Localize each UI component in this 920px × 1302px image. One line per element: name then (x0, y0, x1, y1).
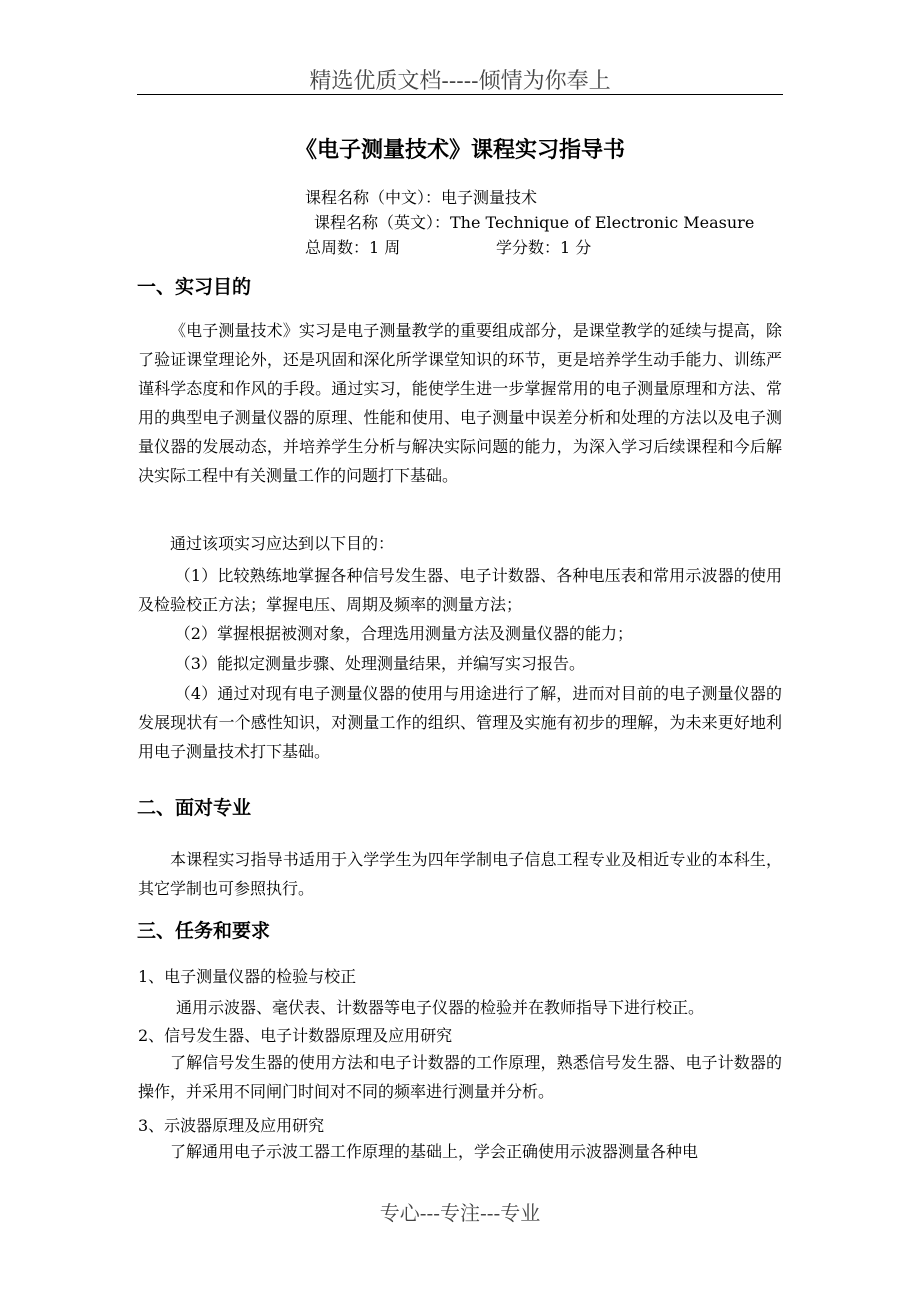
section-1-paragraph-2: 通过该项实习应达到以下目的： (170, 534, 395, 553)
credits: 学分数：1 分 (496, 238, 592, 257)
course-name-en: 课程名称（英文）：The Technique of Electronic Measure (314, 213, 755, 232)
task-1-title: 1、电子测量仪器的检验与校正 (138, 967, 357, 986)
document-title: 《电子测量技术》课程实习指导书 (294, 137, 625, 163)
task-3-title: 3、示波器原理及应用研究 (138, 1116, 325, 1135)
task-3-body: 了解通用电子示波工器工作原理的基础上，学会正确使用示波器测量各种电 (170, 1142, 699, 1161)
section-1-item-4: （4）通过对现有电子测量仪器的使用与用途进行了解，进而对目前的电子测量仪器的发展现状有一个感性知识，对测量工作的组织、管理及实施有初步的理解，为未来更好地利用电子测量技术打下基础。 (138, 684, 782, 761)
section-1-item-3: （3）能拟定测量步骤、处理测量结果，并编写实习报告。 (174, 654, 585, 673)
section-3-heading: 三、任务和要求 (137, 920, 271, 942)
header-divider (137, 94, 783, 95)
total-weeks: 总周数：1 周 (305, 238, 401, 257)
section-1-item-2: （2）掌握根据被测对象，合理选用测量方法及测量仪器的能力； (174, 624, 633, 643)
section-2-heading: 二、面对专业 (137, 797, 252, 819)
course-name-cn: 课程名称（中文）：电子测量技术 (305, 188, 538, 207)
task-2-title: 2、信号发生器、电子计数器原理及应用研究 (138, 1026, 453, 1045)
section-1-paragraph-1: 《电子测量技术》实习是电子测量教学的重要组成部分，是课堂教学的延续与提高，除了验证课堂理论外，还是巩固和深化所学课堂知识的环节，更是培养学生动手能力、训练严谨科学态度和作风的手段。通过实习，能使学生进一步掌握常用的电子测量原理和方法、常用的典型电子测量仪器的原理、性能和使用、电子测量中误差分析和处理的方法以及电子测量仪器的发展动态，并培养学生分析与解决实际问题的能力，为深入学习后续课程和今后解决实际工程中有关测量工作的问题打下基础。 (138, 321, 782, 485)
section-2-paragraph: 本课程实习指导书适用于入学学生为四年学制电子信息工程专业及相近专业的本科生，其它学制也可参照执行。 (138, 850, 782, 898)
task-2-body: 了解信号发生器的使用方法和电子计数器的工作原理，熟悉信号发生器、电子计数器的操作，并采用不同闸门时间对不同的频率进行测量并分析。 (138, 1053, 782, 1101)
task-1-body: 通用示波器、毫伏表、计数器等电子仪器的检验并在教师指导下进行校正。 (176, 998, 705, 1017)
section-1-heading: 一、实习目的 (137, 276, 252, 298)
page-header: 精选优质文档-----倾情为你奉上 (309, 69, 611, 94)
section-1-item-1: （1）比较熟练地掌握各种信号发生器、电子计数器、各种电压表和常用示波器的使用及检验校正方法；掌握电压、周期及频率的测量方法； (138, 566, 782, 614)
page-footer: 专心---专注---专业 (379, 1201, 541, 1225)
